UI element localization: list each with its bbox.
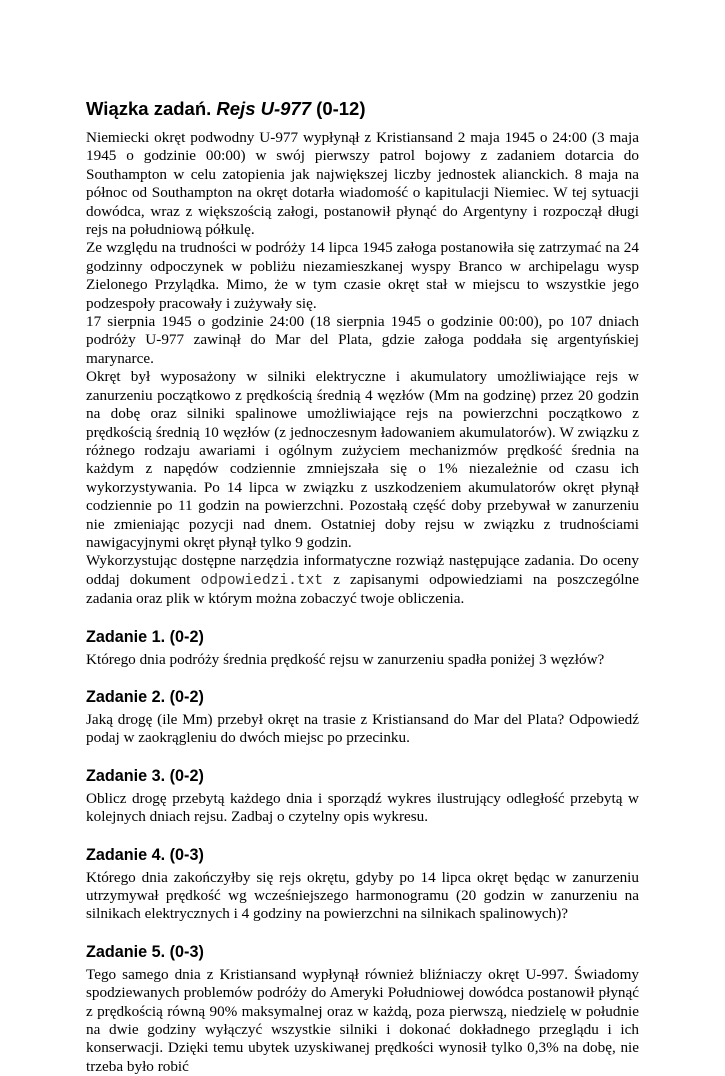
intro-p5-before: Wykorzystując dostępne narzędzia informatyczne rozwiąż następujące zadania. Do oceny oddaj dokument	[86, 552, 639, 588]
title-suffix: (0-12)	[316, 98, 366, 119]
task-4-text: Którego dnia zakończyłby się rejs okrętu, gdyby po 14 lipca okręt będąc w zanurzeniu utrzymywał prędkość wg wcześniejszego harmonogramu (20 godzin w zanurzeniu na silnikach elektrycznych i 4 godziny na powierzchni na silnikach spalinowych)?	[86, 868, 639, 923]
intro-paragraph-3: 17 sierpnia 1945 o godzinie 24:00 (18 sierpnia 1945 o godzinie 00:00), po 107 dniach podróży U-977 zawinął do Mar del Plata, gdzie załoga poddała się argentyńskiej marynarce.	[86, 313, 639, 367]
intro-paragraph-2: Ze względu na trudności w podróży 14 lipca 1945 załoga postanowiła się zatrzymać na 24 godzinny odpoczynek w pobliżu niezamieszkanej wyspy Branco w archipelagu wysp Zielonego Przylądka. Mimo, że w tym czasie okręt stał w miejscu to wszystkie jego podzespoły pracowały i zużywały się.	[86, 239, 639, 312]
answer-file-name: odpowiedzi.txt	[200, 572, 324, 589]
task-2-text: Jaką drogę (ile Mm) przebył okręt na trasie z Kristiansand do Mar del Plata? Odpowiedź podaj w zaokrągleniu do dwóch miejsc po przecinku.	[86, 710, 639, 747]
task-5-heading: Zadanie 5. (0-3)	[86, 942, 204, 961]
task-3-heading: Zadanie 3. (0-2)	[86, 766, 204, 785]
intro-paragraph-5	[86, 552, 639, 608]
task-5-text: Tego samego dnia z Kristiansand wypłynął również bliźniaczy okręt U-997. Świadomy spodziewanych problemów podróży do Ameryki Południowej dowódca postanowił płynąć z prędkością równą 90% maksymalnej oraz w każdą, poza pierwszą, niedzielę w południe na dwie godziny wyłączyć wszystkie silniki i dokonać dokładnego przeglądu i ich konserwacji. Dzięki temu ubytek uzyskiwanej prędkości wynosił tylko 0,3% na dobę, nie trzeba było robić	[86, 965, 639, 1075]
task-4-heading: Zadanie 4. (0-3)	[86, 845, 204, 864]
intro-paragraph-4: Okręt był wyposażony w silniki elektryczne i akumulatory umożliwiające rejs w zanurzeniu początkowo z prędkością średnią 4 węzłów (Mm na godzinę) przez 20 godzin na dobę oraz silniki spalinowe umożliwiające rejs na powierzchni początkowo z prędkością średnią 10 węzłów (z jednoczesnym ładowaniem akumulatorów). W związku z różnego rodzaju awariami i ogólnym zużyciem mechanizmów prędkość średnia na każdym z napędów codziennie zmniejszała się o 1% niezależnie od czasu ich wykorzystywania. Po 14 lipca w związku z uszkodzeniem akumulatorów okręt płynął codziennie po 11 godzin na powierzchni. Pozostałą część doby przebywał w zanurzeniu nie zmieniając pozycji nad dnem. Ostatniej doby rejsu w związku z trudnościami nawigacyjnymi okręt płynął tylko 9 godzin.	[86, 368, 639, 551]
task-3-text: Oblicz drogę przebytą każdego dnia i sporządź wykres ilustrujący odległość przebytą w kolejnych dniach rejsu. Zadbaj o czytelny opis wykresu.	[86, 789, 639, 826]
page-title	[86, 98, 639, 120]
task-2-heading: Zadanie 2. (0-2)	[86, 687, 204, 706]
title-prefix: Wiązka zadań.	[86, 98, 212, 119]
document-content	[86, 98, 639, 1076]
title-italic: Rejs U-977	[216, 98, 312, 119]
task-1-heading: Zadanie 1. (0-2)	[86, 627, 204, 646]
intro-p5-after: z zapisanymi odpowiedziami na poszczególne zadania oraz plik w którym można zobaczyć twoje obliczenia.	[86, 570, 639, 608]
intro-paragraph-1: Niemiecki okręt podwodny U-977 wypłynął z Kristiansand 2 maja 1945 o 24:00 (3 maja 1945 o godzinie 00:00) w swój pierwszy patrol bojowy z zadaniem dotarcia do Southampton w celu zatopienia jak największej liczby jednostek alianckich. 8 maja na północ od Southampton na okręt dotarła wiadomość o kapitulacji Niemiec. W tej sytuacji dowódca, wraz z większością załogi, postanowił płynąć do Argentyny i rozpoczął długi rejs na południową półkulę.	[86, 129, 639, 239]
task-1-text: Którego dnia podróży średnia prędkość rejsu w zanurzeniu spadła poniżej 3 węzłów?	[86, 650, 605, 668]
